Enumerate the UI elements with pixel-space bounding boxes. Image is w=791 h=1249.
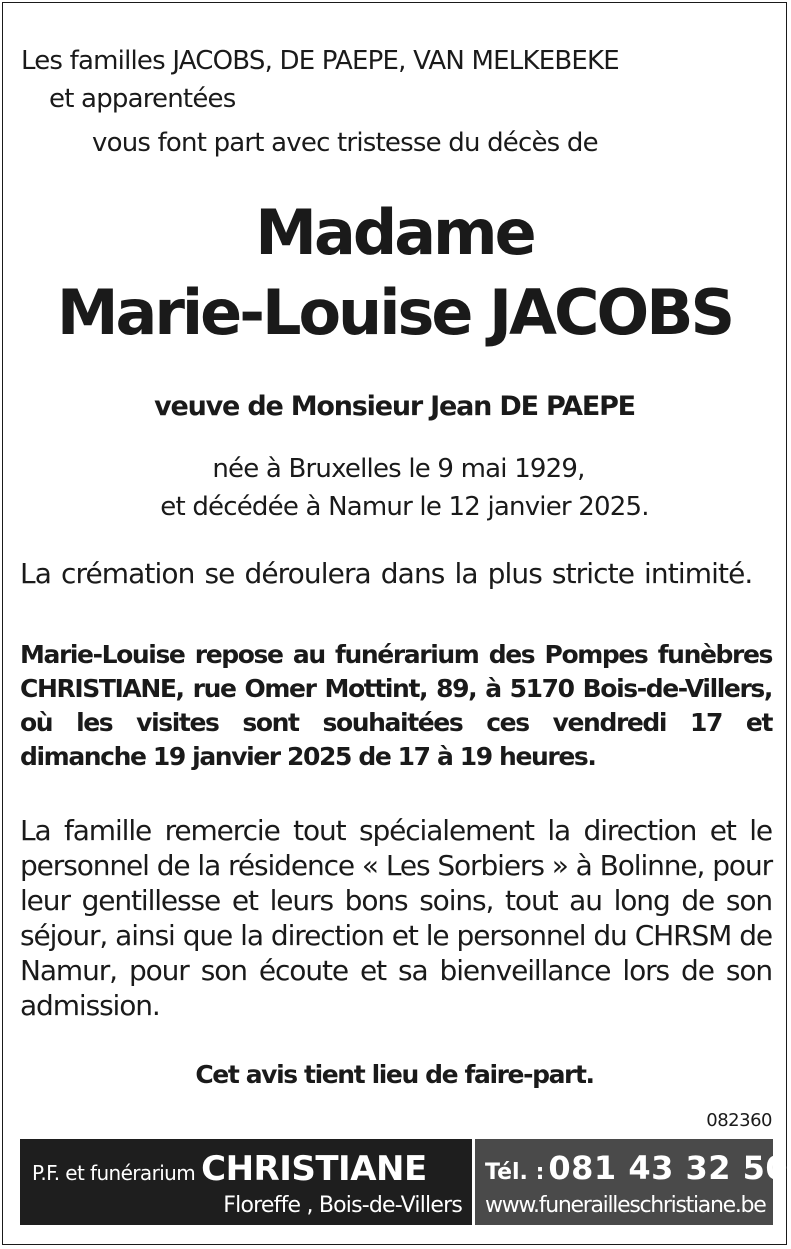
funeral-home-locations: Floreffe , Bois-de-Villers bbox=[223, 1193, 462, 1218]
phone-number: 081 43 32 50 bbox=[548, 1149, 789, 1187]
phone-label: Tél. : bbox=[485, 1160, 545, 1185]
website-link: www.funerailleschristiane.be bbox=[485, 1193, 766, 1218]
obituary-notice bbox=[2, 2, 787, 1245]
funeral-home-brand: CHRISTIANE bbox=[201, 1149, 427, 1189]
deceased-title: Madame bbox=[255, 196, 534, 269]
intro-announce: vous font part avec tristesse du décès de bbox=[92, 128, 598, 158]
intro-families: Les familles JACOBS, DE PAEPE, VAN MELKEBEKE bbox=[21, 46, 619, 76]
thanks-paragraph: La famille remercie tout spécialement la direction et le personnel de la résidence « Les Sorbiers » à Bolinne, pour leur gentillesse et leurs bons soins, tout au long de son séjour, ainsi que la direction et le personnel du CHRSM de Namur, pour son écoute et sa bienveillance lors de son admission. bbox=[20, 814, 772, 1022]
deceased-name: Marie-Louise JACOBS bbox=[56, 276, 733, 349]
reference-number: 082360 bbox=[706, 1110, 772, 1131]
death-info: et décédée à Namur le 12 janvier 2025. bbox=[160, 492, 649, 522]
funeral-home-banner bbox=[20, 1139, 472, 1225]
funeral-home-prefix: P.F. et funérarium bbox=[32, 1161, 196, 1185]
closing-line: Cet avis tient lieu de faire-part. bbox=[195, 1060, 594, 1089]
intro-relatives: et apparentées bbox=[49, 84, 236, 114]
contact-banner bbox=[475, 1139, 789, 1225]
repose-paragraph: Marie-Louise repose au funérarium des Pompes funèbres CHRISTIANE, rue Omer Mottint, 89, à 5170 Bois-de-Villers, où les visites sont souhaitées ces vendredi 17 et dimanche 19 janvier 2025 de 17 à 19 heures. bbox=[20, 640, 772, 771]
widow-of: veuve de Monsieur Jean DE PAEPE bbox=[154, 391, 635, 422]
cremation-paragraph: La crémation se déroulera dans la plus stricte intimité. bbox=[20, 557, 753, 590]
birth-info: née à Bruxelles le 9 mai 1929, bbox=[212, 454, 585, 484]
